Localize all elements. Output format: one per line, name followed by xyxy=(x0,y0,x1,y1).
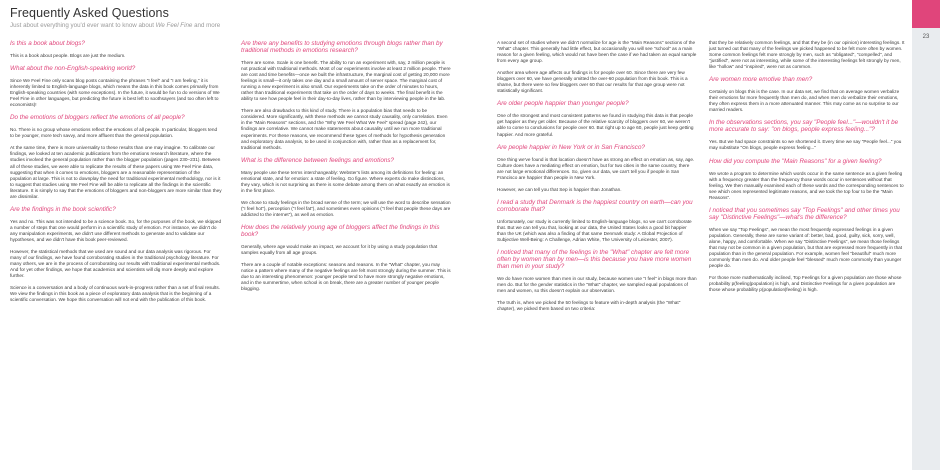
column-3 xyxy=(497,40,697,318)
question-heading: Are the findings in the book scientific? xyxy=(10,205,116,213)
question-heading: Are there any benefits to studying emotions through blogs rather than by traditional methods in emotions research? xyxy=(241,40,443,54)
answer-paragraph: There are a couple of notable exceptions: seasons and reasons. In the "What" chapter, you may notice a pattern where many of the negative feelings are felt most strongly during the summer. This is due to an interesting phenomenon: younger people tend to have more strongly negative emotions, and in the summertime, when school is on break, there are a greater number of younger people blogging. xyxy=(241,262,451,292)
answer-paragraph: One of the strongest and most consistent patterns we found in studying this data is that people get happier as they get older. Because of the relative scarcity of bloggers over 60, we weren't able to come to conclusions for people over 60. But right up to age 60, people just keep getting happier. And more grateful. xyxy=(497,113,694,137)
answer-paragraph: For those more mathematically inclined, Top Feelings for a given population are those whose probability p(feeling|population) is high, and Distinctive Feelings for a given population are those whose probability p(population|feeling) is high. xyxy=(709,275,902,293)
answer-paragraph: This is a book about people. Blogs are just the medium. xyxy=(10,53,126,58)
answer-paragraph: There are some. Scale is one benefit. The ability to run an experiment with, say, 2 million people is not practical with traditional methods. Most of our experiments involve at least 2 million people. There are cost and time benefits—once we built the infrastructure, the marginal cost of getting 20,000 more feelings is small—it only takes one day and a small amount of server space. The marginal cost of running a new experiment is also small. Our experiments take on the order of minutes to hours, rather than traditional experiments that take on the order of days to weeks. The final benefit is the ability to see how people feel in their day-to-day lives, rather than by interviewing people in the lab. xyxy=(241,60,451,102)
column-2 xyxy=(241,40,451,298)
answer-paragraph: Yes. But we had space constraints so we shortened it. Every time we say "People feel..." you may substitute "On blogs, people express feeling..." xyxy=(709,139,902,151)
question-heading: What is the difference between feelings and emotions? xyxy=(241,156,394,164)
answer-paragraph: Generally, where age would make an impact, we account for it by using a study population that samples equally from all age groups. xyxy=(241,243,438,256)
page-title: Frequently Asked Questions xyxy=(10,6,169,20)
question-heading: Are women more emotive than men? xyxy=(709,76,813,84)
answer-paragraph: that they be relatively common feelings, and that they be (in our opinion) interesting feelings. It just turned out that many of the feelings we picked happened to be felt more often by women. Some common feelings felt more strongly by men, such as "obligated", "compelled", and "justified", were not as interesting, while some of the interesting feelings felt strongly by men, like "hollow" and "inspired", were not as common. xyxy=(709,40,905,70)
answer-paragraph: Science is a conversation and a body of continuous work-in-progress rather than a set of final results. We view the findings in this book as a piece of exploratory data analysis that is the beginning of a scientific conversation. We hope this conversation will not end with the publication of this book. xyxy=(10,285,221,303)
answer-paragraph: We wrote a program to determine which words occur in the same sentence as a given feeling with a frequency greater than the frequency those words occur in sentences without that feeling. We then manually examined each of these words and the corresponding sentences to see which ones represented legitimate reasons, and we took the top four to be the "Main Reasons". xyxy=(709,170,904,200)
answer-paragraph: Certainly on blogs this is the case. In our data set, we find that on average women verbalize their emotions far more frequently than men do, and when men do verbalize their emotions, they often express them in a more attenuated manner. This may come as no surprise to our married readers. xyxy=(709,89,900,113)
question-heading: I noticed that you sometimes say "Top Feelings" and other times you say "Distinctive Feelings"—what's the difference? xyxy=(709,206,900,221)
question-heading: In the observations sections, you say "People feel..."—wouldn't it be more accurate to say: "on blogs, people express feeling..."? xyxy=(709,119,899,134)
subtitle-post: and more xyxy=(192,22,221,29)
question-heading: I read a study that Denmark is the happiest country on earth—can you corroborate that? xyxy=(497,198,693,213)
page-subtitle xyxy=(10,22,220,29)
column-1 xyxy=(10,40,222,309)
page-edge-tab xyxy=(912,0,940,470)
answer-paragraph: Another area where age affects our findings is for people over 60. Since there are very few bloggers over 60, we have generally omitted the over-60 population from this book. This is a shame, but there were so few bloggers over 60 that our results for that age group were not statistically significant. xyxy=(497,70,688,94)
question-heading: How does the relatively young age of bloggers affect the findings in this book? xyxy=(241,223,440,238)
question-heading: Do the emotions of bloggers reflect the emotions of all people? xyxy=(10,114,185,122)
subtitle-pre: Just about everything you'd ever want to know about xyxy=(10,22,156,29)
page-number: 23 xyxy=(922,34,930,40)
subtitle-emphasis: We Feel Fine xyxy=(155,22,193,29)
answer-paragraph: Since We Feel Fine only scans blog posts containing the phrases "I feel" and "I am feeling," it is inherently limited to English-language blogs, which means the data in this book comes primarily from English-speaking countries (with some exceptions). In the future, it would be fun to do versions of We Feel Fine in other languages, but predicting the future is best left to soothsayers (and too often left to economists)! xyxy=(10,78,220,108)
question-heading: I noticed that many of the feelings in the "What" chapter are felt more often by women than by men—is this because you have more women than men in your study? xyxy=(497,248,692,270)
question-heading: What about the non-English-speaking world? xyxy=(10,65,136,73)
answer-paragraph: One thing we've found is that location doesn't have as strong an effect on emotion as, say, age. Culture does have a mediating effect on emotion, but for two cities in the same country, there are not large emotional differences. So, given our data, we can't tell you if people in San Francisco are happier than people in New York. xyxy=(497,156,695,180)
answer-paragraph: There are also drawbacks to this kind of study. There is a population bias that needs to be considered. More significantly, with these methods we cannot study causality, only correlation. Even in the "Main Reasons" sections, and the "Why We Feel What We Feel" spread (page 242), our findings are correlative. We cannot make statements about causality until we run more traditional experiments. For these reasons, we recommend these types of methods for hypothesis generation and exploratory data analysis, to be used in conjunction with, rather than as a replacement for, traditional methods. xyxy=(241,108,448,150)
tab-accent xyxy=(912,0,940,28)
answer-paragraph: We do have more women than men in our study, because women use "I feel" in blogs more than men do. But for the gender statistics in the "What" chapter, we sampled equal populations of men and women, so this doesn't explain our observation. xyxy=(497,275,697,294)
answer-paragraph: However, the statistical methods that we used are sound and our data analysis was rigorous. For many of our findings, we have found corroborating studies in the traditional psychology literature. For many others, we are in the process of corroborating our results with traditional experimental methods. And for yet other findings, we hope that academics and scientists will dig more deeply and explore further. xyxy=(10,248,221,279)
answer-paragraph: Yes and no. This was not intended to be a science book. So, for the purposes of the book, we skipped a number of steps that one would perform in a scientific study of emotion. For instance, we didn't do any manipulation experiments, we didn't use different methods to generate and to validate our hypotheses, and we didn't have this book peer-reviewed. xyxy=(10,218,222,242)
answer-paragraph: We chose to study feelings in the broad sense of the term; we will use the word to describe sensation ("I feel hot"), perception ("I feel fat"), and sometimes even opinions ("I feel that people these days are addicted to the internet"), as well as emotion. xyxy=(241,199,451,217)
question-heading: How did you compute the "Main Reasons" for a given feeling? xyxy=(709,157,882,165)
answer-paragraph: No. There is no group whose emotions reflect the emotions of all people. In particular, bloggers tend to be younger, more tech savvy, and more affluent than the general population. xyxy=(10,127,218,139)
answer-paragraph: Unfortunately, our study is currently limited to English-language blogs, so we can't corroborate that. But we can tell you that, looking at our data, the United States looks a good bit happier than the UK (which was also a finding of that same Denmark study: A Global Projection of Subjective Well-Being: A Challenge, Adrian White, The University of Leicester, 2007). xyxy=(497,218,692,242)
column-4 xyxy=(709,40,907,299)
answer-paragraph: However, we can tell you that Sep is happier than Jonathan. xyxy=(497,186,622,192)
answer-paragraph: Many people use these terms interchangeably: Webster's lists among its definitions for feeling: an emotional state, and for emotion: a state of feeling. Go figure. Where experts do make distinctions, they vary, which is not surprising as there is some debate among them on what exactly an emotion is in the first place. xyxy=(241,169,450,193)
answer-paragraph: When we say "Top Feelings", we mean the most frequently expressed feelings in a given population. Generally, these are some variant of: better, bad, good, guilty, sick, sorry, well, alone, happy, and comfortable. When we say "Distinctive Feelings", we mean those feelings that may not be common in a given population, but that are expressed more frequently in that population than in the general population. For example, women feel "beautiful" much more commonly than men do. And older people feel "blessed" much more commonly than younger people do. xyxy=(709,226,903,269)
question-heading: Are older people happier than younger people? xyxy=(497,100,629,108)
answer-paragraph: The truth is, when we picked the 50 feelings to feature with in-depth analysis (the "What" chapter), we picked them based on two criteria: xyxy=(497,300,681,312)
answer-paragraph: A second set of studies where we didn't normalize for age is the "Main Reasons" sections of the "What" chapter. This generally had little effect, but occasionally you will see "school" as a main reason for a given feeling, which would not have been the case if we had taken an equal sample from every age group. xyxy=(497,40,697,64)
question-heading: Are people happier in New York or in San Francisco? xyxy=(497,143,645,151)
answer-paragraph: At the same time, there is more universality to these results than one may imagine. To calibrate our findings, we looked at ten academic publications from the emotions research literature, where the studies involved the general population rather than the blogger population (pages 230–231). Between all of these studies, we were able to replicate the results of these papers using We Feel Fine data, suggesting that when it comes to emotions, bloggers are a reasonable representation of the population at large. This is not to downplay the need for traditional experimental methodology, nor is it to suggest that studies using We Feel Fine will be able to replicate all the findings in the scientific literature. It is simply to say that the emotions of bloggers and non-bloggers are more similar than they are dissimilar. xyxy=(10,145,222,199)
question-heading: Is this a book about blogs? xyxy=(10,40,85,47)
